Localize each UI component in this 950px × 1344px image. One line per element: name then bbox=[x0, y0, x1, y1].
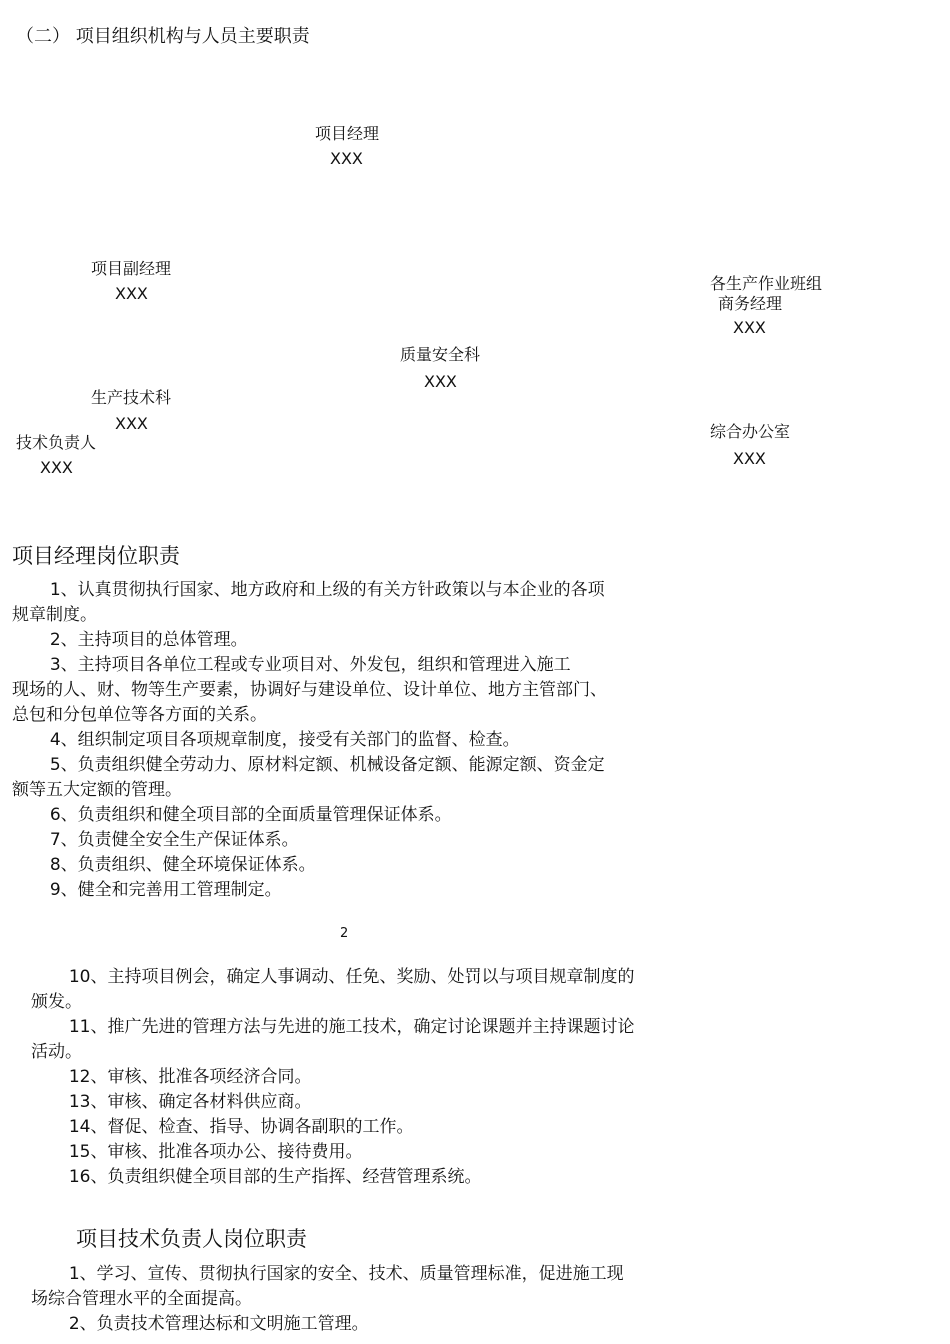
paragraph-line: 额等五大定额的管理。 bbox=[12, 780, 182, 800]
pm-duties bbox=[12, 578, 607, 903]
paragraph-line: 8、负责组织、健全环境保证体系。 bbox=[12, 855, 316, 875]
section-title: （二） 项目组织机构与人员主要职责 bbox=[16, 26, 310, 47]
deputy-name: XXX bbox=[115, 284, 148, 303]
paragraph-line: 5、负责组织健全劳动力、原材料定额、机械设备定额、能源定额、资金定 bbox=[12, 755, 605, 775]
paragraph-line: 现场的人、财、物等生产要素，协调好与建设单位、设计单位、地方主管部门、 bbox=[12, 680, 607, 700]
tech-lead-name: XXX bbox=[40, 458, 73, 477]
teams-title: 各生产作业班组 bbox=[710, 274, 823, 293]
business-title: 商务经理 bbox=[718, 294, 783, 313]
business-name: XXX bbox=[733, 318, 766, 337]
pm-duties-continued bbox=[31, 965, 634, 1190]
production-title: 生产技术科 bbox=[91, 388, 172, 407]
paragraph-line: 颁发。 bbox=[31, 992, 82, 1012]
paragraph-line: 7、负责健全安全生产保证体系。 bbox=[12, 830, 299, 850]
paragraph-line: 1、学习、宣传、贯彻执行国家的安全、技术、质量管理标准，促进施工现 bbox=[31, 1264, 624, 1284]
page-number: 2 bbox=[340, 926, 349, 941]
production-name: XXX bbox=[115, 414, 148, 433]
pm-name: XXX bbox=[330, 149, 363, 168]
paragraph-line: 11、推广先进的管理方法与先进的施工技术，确定讨论课题并主持课题讨论 bbox=[31, 1017, 635, 1037]
paragraph-line: 10、主持项目例会，确定人事调动、任免、奖励、处罚以与项目规章制度的 bbox=[31, 967, 635, 987]
paragraph-line: 规章制度。 bbox=[12, 605, 97, 625]
paragraph-line: 4、组织制定项目各项规章制度，接受有关部门的监督、检查。 bbox=[12, 730, 520, 750]
pm-title: 项目经理 bbox=[315, 124, 380, 143]
office-name: XXX bbox=[733, 449, 766, 468]
tech-lead-title: 技术负责人 bbox=[16, 433, 97, 452]
paragraph-line: 14、督促、检查、指导、协调各副职的工作。 bbox=[31, 1117, 414, 1137]
deputy-title: 项目副经理 bbox=[91, 259, 172, 278]
tech-heading: 项目技术负责人岗位职责 bbox=[76, 1227, 307, 1251]
paragraph-line: 2、负责技术管理达标和文明施工管理。 bbox=[31, 1314, 369, 1334]
tech-duties bbox=[31, 1262, 624, 1337]
paragraph-line: 13、审核、确定各材料供应商。 bbox=[31, 1092, 312, 1112]
paragraph-line: 6、负责组织和健全项目部的全面质量管理保证体系。 bbox=[12, 805, 452, 825]
paragraph-line: 15、审核、批准各项办公、接待费用。 bbox=[31, 1142, 363, 1162]
paragraph-line: 3、主持项目各单位工程或专业项目对、外发包，组织和管理进入施工 bbox=[12, 655, 571, 675]
paragraph-line: 2、主持项目的总体管理。 bbox=[12, 630, 248, 650]
paragraph-line: 12、审核、批准各项经济合同。 bbox=[31, 1067, 312, 1087]
paragraph-line: 1、认真贯彻执行国家、地方政府和上级的有关方针政策以与本企业的各项 bbox=[12, 580, 605, 600]
paragraph-line: 9、健全和完善用工管理制定。 bbox=[12, 880, 282, 900]
paragraph-line: 活动。 bbox=[31, 1042, 82, 1062]
pm-heading: 项目经理岗位职责 bbox=[12, 544, 180, 568]
paragraph-line: 16、负责组织健全项目部的生产指挥、经营管理系统。 bbox=[31, 1167, 482, 1187]
quality-name: XXX bbox=[424, 372, 457, 391]
quality-title: 质量安全科 bbox=[400, 345, 481, 364]
office-title: 综合办公室 bbox=[710, 422, 791, 441]
paragraph-line: 场综合管理水平的全面提高。 bbox=[31, 1289, 252, 1309]
paragraph-line: 总包和分包单位等各方面的关系。 bbox=[12, 705, 267, 725]
